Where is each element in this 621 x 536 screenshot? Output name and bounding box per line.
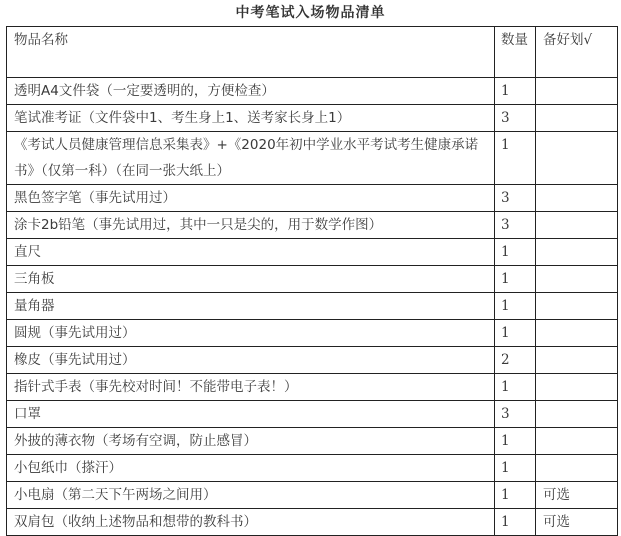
quantity-cell: 1 xyxy=(495,293,536,320)
item-name-cell: 三角板 xyxy=(7,266,495,293)
quantity-cell: 2 xyxy=(495,347,536,374)
table-row xyxy=(7,239,618,266)
item-name-cell: 直尺 xyxy=(7,239,495,266)
quantity-cell: 3 xyxy=(495,185,536,212)
header-check: 备好划√ xyxy=(536,27,618,78)
item-name-cell: 指针式手表（事先校对时间！不能带电子表！） xyxy=(7,374,495,401)
check-cell[interactable] xyxy=(536,212,618,239)
quantity-cell: 1 xyxy=(495,374,536,401)
item-name-cell: 黑色签字笔（事先试用过） xyxy=(7,185,495,212)
item-name-cell: 透明A4文件袋（一定要透明的，方便检查） xyxy=(7,78,495,105)
table-row xyxy=(7,509,618,536)
table-row xyxy=(7,347,618,374)
item-name-cell: 外披的薄衣物（考场有空调，防止感冒） xyxy=(7,428,495,455)
table-row xyxy=(7,78,618,105)
header-item-name: 物品名称 xyxy=(7,27,495,78)
item-name-cell: 量角器 xyxy=(7,293,495,320)
check-cell[interactable] xyxy=(536,455,618,482)
check-cell[interactable] xyxy=(536,347,618,374)
item-name-cell: 圆规（事先试用过） xyxy=(7,320,495,347)
item-name-cell: 笔试准考证（文件袋中1、考生身上1、送考家长身上1） xyxy=(7,105,495,132)
check-cell[interactable] xyxy=(536,266,618,293)
check-cell[interactable]: 可选 xyxy=(536,482,618,509)
table-row xyxy=(7,132,618,185)
check-cell[interactable] xyxy=(536,293,618,320)
check-cell[interactable] xyxy=(536,105,618,132)
item-name-cell: 橡皮（事先试用过） xyxy=(7,347,495,374)
check-cell[interactable] xyxy=(536,428,618,455)
table-row xyxy=(7,428,618,455)
quantity-cell: 1 xyxy=(495,428,536,455)
quantity-cell: 1 xyxy=(495,509,536,536)
table-row xyxy=(7,266,618,293)
item-name-cell: 小电扇（第二天下午两场之间用） xyxy=(7,482,495,509)
check-cell[interactable] xyxy=(536,185,618,212)
table-row xyxy=(7,482,618,509)
table-header-row xyxy=(7,27,618,78)
quantity-cell: 1 xyxy=(495,132,536,185)
check-cell[interactable] xyxy=(536,374,618,401)
table-row xyxy=(7,320,618,347)
table-row xyxy=(7,455,618,482)
check-cell[interactable]: 可选 xyxy=(536,509,618,536)
check-cell[interactable] xyxy=(536,132,618,185)
check-cell[interactable] xyxy=(536,239,618,266)
quantity-cell: 1 xyxy=(495,455,536,482)
quantity-cell: 1 xyxy=(495,482,536,509)
table-row xyxy=(7,212,618,239)
table-row xyxy=(7,105,618,132)
page-title: 中考笔试入场物品清单 xyxy=(235,5,386,21)
item-name-cell: 口罩 xyxy=(7,401,495,428)
item-name-cell: 涂卡2b铅笔（事先试用过，其中一只是尖的，用于数学作图） xyxy=(7,212,495,239)
table-row xyxy=(7,401,618,428)
table-row xyxy=(7,374,618,401)
item-name-cell: 小包纸巾（搽汗） xyxy=(7,455,495,482)
item-name-cell: 双肩包（收纳上述物品和想带的教科书） xyxy=(7,509,495,536)
quantity-cell: 3 xyxy=(495,212,536,239)
table-row xyxy=(7,185,618,212)
checklist-table xyxy=(6,26,618,536)
quantity-cell: 3 xyxy=(495,105,536,132)
quantity-cell: 1 xyxy=(495,320,536,347)
item-name-cell: 《考试人员健康管理信息采集表》+《2020年初中学业水平考试考生健康承诺书》（仅第一科）（在同一张大纸上） xyxy=(7,132,495,185)
quantity-cell: 1 xyxy=(495,78,536,105)
quantity-cell: 3 xyxy=(495,401,536,428)
quantity-cell: 1 xyxy=(495,266,536,293)
check-cell[interactable] xyxy=(536,78,618,105)
quantity-cell: 1 xyxy=(495,239,536,266)
check-cell[interactable] xyxy=(536,401,618,428)
check-cell[interactable] xyxy=(536,320,618,347)
table-row xyxy=(7,293,618,320)
header-quantity: 数量 xyxy=(495,27,536,78)
